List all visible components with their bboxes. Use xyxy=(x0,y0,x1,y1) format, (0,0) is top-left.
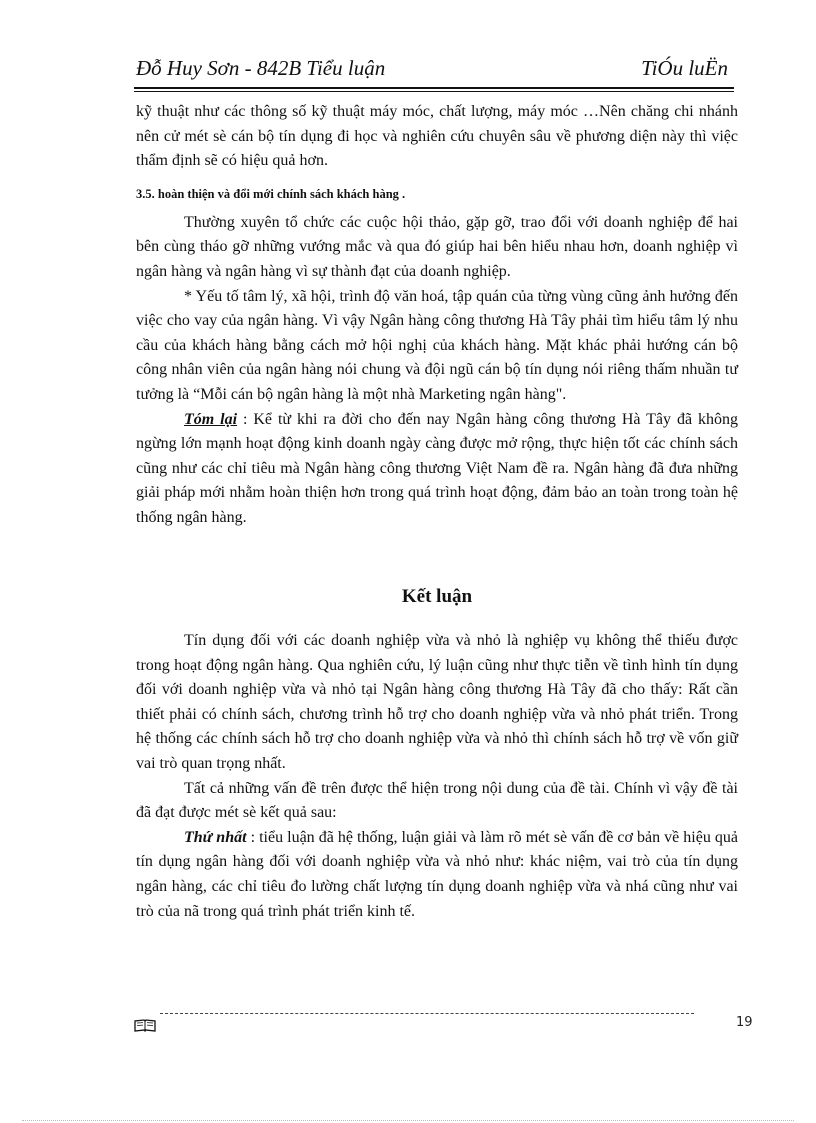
page-bottom-border xyxy=(22,1120,794,1121)
paragraph-summary xyxy=(136,408,738,531)
summary-body: : Kể từ khi ra đời cho đến nay Ngân hàng công thương Hà Tây đã không ngừng lớn mạnh hoạt động kinh doanh ngày càng được mở rộng, thực hiện tốt các chính sách cũng như các chỉ tiêu mà Ngân hàng công thương Việt Nam đề ra. Ngân hàng đã đưa những giải pháp mới nhằm hoàn thiện hơn trong quá trình hoạt động, đảm bảo an toàn trong toàn hệ thống ngân hàng. xyxy=(136,410,738,526)
book-icon xyxy=(134,1018,156,1032)
first-result-body: : tiểu luận đã hệ thống, luận giải và làm rõ mét sè vấn đề cơ bản về hiệu quả tín dụng ngân hàng đối với doanh nghiệp vừa và nhỏ như: khác niệm, vai trò của tín dụng ngân hàng, các chỉ tiêu đo lường chất lượng tín dụng doanh nghiệp vừa và nhá cũng như vai trò của nã trong quá trình phát triển kinh tế. xyxy=(136,828,739,920)
paragraph-psychology: * Yếu tố tâm lý, xã hội, trình độ văn hoá, tập quán của từng vùng cũng ảnh hưởng đến việc cho vay của ngân hàng. Vì vậy Ngân hàng công thương Hà Tây phải tìm hiểu tâm lý nhu cầu của khách hàng bằng cách mở hội nghị của khách hàng. Mặt khác phải hướng cán bộ công nhân viên của ngân hàng nói chung và đội ngũ cán bộ tín dụng nói riêng thấm nhuần tư tưởng là “Mỗi cán bộ ngân hàng là một nhà Marketing ngân hàng". xyxy=(136,287,738,403)
header-rule xyxy=(134,87,734,89)
paragraph-conclusion-intro: Tín dụng đối với các doanh nghiệp vừa và nhỏ là nghiệp vụ không thể thiếu được trong hoạt động ngân hàng. Qua nghiên cứu, lý luận cũng như thực tiễn về tình hình tín dụng đối với doanh nghiệp vừa và nhỏ tại Ngân hàng công thương Hà Tây đã cho thấy: Rất cần thiết phải có chính sách, chương trình hỗ trợ cho doanh nghiệp vừa và nhỏ phát triển. Trong hệ thống các chính sách hỗ trợ cho doanh nghiệp vừa và nhỏ thì chính sách hỗ trợ về vốn giữ vai trò quan trọng nhất. xyxy=(136,632,738,773)
page-number: 19 xyxy=(736,1015,753,1030)
paragraph-workshops: Thường xuyên tổ chức các cuộc hội thảo, gặp gỡ, trao đổi với doanh nghiệp để hai bên cùng tháo gỡ những vướng mắc và qua đó giúp hai bên hiểu nhau hơn, doanh nghiệp vì ngân hàng và ngân hàng vì sự thành đạt của doanh nghiệp. xyxy=(136,213,738,280)
header-rule-thin xyxy=(134,91,734,92)
document-body xyxy=(136,100,738,924)
conclusion-title: Kết luận xyxy=(401,585,473,607)
paragraph-continuation: kỹ thuật như các thông số kỹ thuật máy móc, chất lượng, máy móc …Nên chăng chi nhánh nên cử mét sè cán bộ tín dụng đi học và nghiên cứu chuyên sâu về phương diện này thì việc thẩm định sẽ có hiệu quả hơn. xyxy=(136,103,738,170)
footer-rule xyxy=(160,1013,694,1014)
header-doc-type: TiÓu luËn xyxy=(641,56,728,80)
paragraph-results-intro: Tất cả những vấn đề trên được thể hiện trong nội dung của đề tài. Chính vì vậy đề tài đã đạt được mét sè kết quả sau: xyxy=(136,779,738,822)
first-result-lead: Thứ nhất xyxy=(184,828,247,846)
section-heading: 3.5. hoàn thiện và đổi mới chính sách khách hàng . xyxy=(136,186,406,201)
page-header xyxy=(134,54,734,88)
header-author-title: Đỗ Huy Sơn - 842B Tiểu luận xyxy=(136,56,386,80)
summary-lead: Tóm lại xyxy=(184,410,238,428)
paragraph-first-result xyxy=(136,826,738,924)
